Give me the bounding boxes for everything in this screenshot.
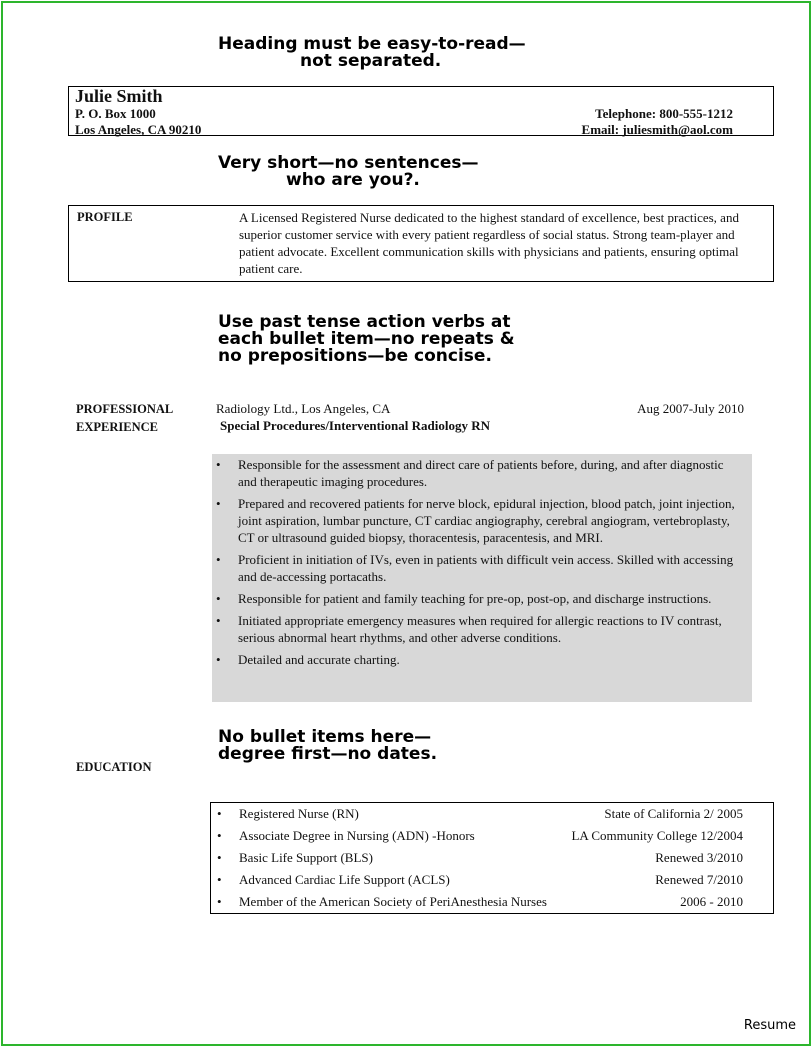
address-line2: Los Angeles, CA 90210 [75, 122, 202, 137]
table-row [211, 805, 773, 827]
telephone: Telephone: 800-555-1212 [595, 106, 733, 121]
education-item: Advanced Cardiac Life Support (ACLS) [239, 872, 450, 887]
employment-dates: Aug 2007-July 2010 [637, 401, 744, 416]
list-item: • Prepared and recovered patients for nerve block, epidural injection, blood patch, joint injection, joint aspiration, lumbar puncture, CT cardiac angiography, cerebral angiogram, vertebroplasty, CT or ultrasound guided biopsy, thoracentesis, paracentesis, and MRI. [216, 496, 735, 545]
list-item: • Proficient in initiation of IVs, even in patients with difficult vein access. Skilled with accessing and de-accessing portacaths. [216, 552, 734, 584]
note-exp-line3: no prepositions—be concise. [218, 346, 492, 366]
note-edu-line2: degree first—no dates. [218, 744, 438, 764]
bullet-icon: • [216, 591, 221, 606]
table-row [211, 871, 773, 893]
bullet-icon: • [216, 552, 221, 567]
education-item: Registered Nurse (RN) [239, 806, 359, 821]
bullet-icon: • [217, 872, 222, 887]
table-row [211, 849, 773, 871]
bullet-icon: • [217, 850, 222, 865]
bullet-icon: • [217, 894, 222, 909]
page-caption: Resume [743, 1018, 796, 1033]
table-row [211, 827, 773, 849]
education-item: Basic Life Support (BLS) [239, 850, 373, 865]
profile-label: PROFILE [77, 210, 133, 224]
employer: Radiology Ltd., Los Angeles, CA [216, 401, 391, 416]
list-item: • Detailed and accurate charting. [216, 652, 400, 667]
bullet-icon: • [217, 828, 222, 843]
note-heading-line2: not separated. [300, 51, 442, 71]
education-box [210, 802, 774, 914]
experience-label-line1: PROFESSIONAL [76, 402, 174, 416]
education-detail: 2006 - 2010 [680, 894, 743, 909]
profile-box [68, 205, 774, 282]
education-item: Member of the American Society of PeriAnesthesia Nurses [239, 894, 547, 909]
table-row [211, 893, 773, 915]
education-label: EDUCATION [76, 760, 152, 774]
note-profile-line1: Very short—no sentences— [218, 153, 479, 173]
email: Email: juliesmith@aol.com [581, 122, 733, 137]
list-item: • Responsible for the assessment and direct care of patients before, during, and after diagnostic and therapeutic imaging procedures. [216, 457, 724, 489]
address-line1: P. O. Box 1000 [75, 106, 156, 121]
job-title: Special Procedures/Interventional Radiology RN [220, 418, 490, 433]
experience-bullets [214, 456, 744, 673]
education-detail: Renewed 3/2010 [655, 850, 743, 865]
note-exp-line1: Use past tense action verbs at [218, 312, 511, 332]
education-detail: LA Community College 12/2004 [571, 828, 743, 843]
education-detail: State of California 2/ 2005 [604, 806, 743, 821]
note-heading-line1: Heading must be easy-to-read— [218, 34, 526, 54]
education-item: Associate Degree in Nursing (ADN) -Honors [239, 828, 475, 843]
note-edu-line1: No bullet items here— [218, 727, 432, 747]
bullet-icon: • [217, 806, 222, 821]
bullet-icon: • [216, 652, 221, 667]
note-profile-line2: who are you?. [286, 170, 420, 190]
bullet-icon: • [216, 613, 221, 628]
list-item: • Responsible for patient and family teaching for pre-op, post-op, and discharge instructions. [216, 591, 712, 606]
candidate-name: Julie Smith [75, 86, 163, 106]
education-detail: Renewed 7/2010 [655, 872, 743, 887]
bullet-icon: • [216, 496, 221, 511]
header-box [68, 86, 774, 136]
list-item: • Initiated appropriate emergency measures when required for allergic reactions to IV contrast, serious abnormal heart rhythms, and other adverse conditions. [216, 613, 722, 645]
profile-text: A Licensed Registered Nurse dedicated to the highest standard of excellence, best practices, and superior customer service with every patient regardless of social status. Strong team-player and patient advocate. Excellent communication skills with physicians and patients, ensuring optimal patient care. [239, 210, 739, 276]
bullet-icon: • [216, 457, 221, 472]
note-exp-line2: each bullet item—no repeats & [218, 329, 515, 349]
experience-label-line2: EXPERIENCE [76, 420, 158, 434]
